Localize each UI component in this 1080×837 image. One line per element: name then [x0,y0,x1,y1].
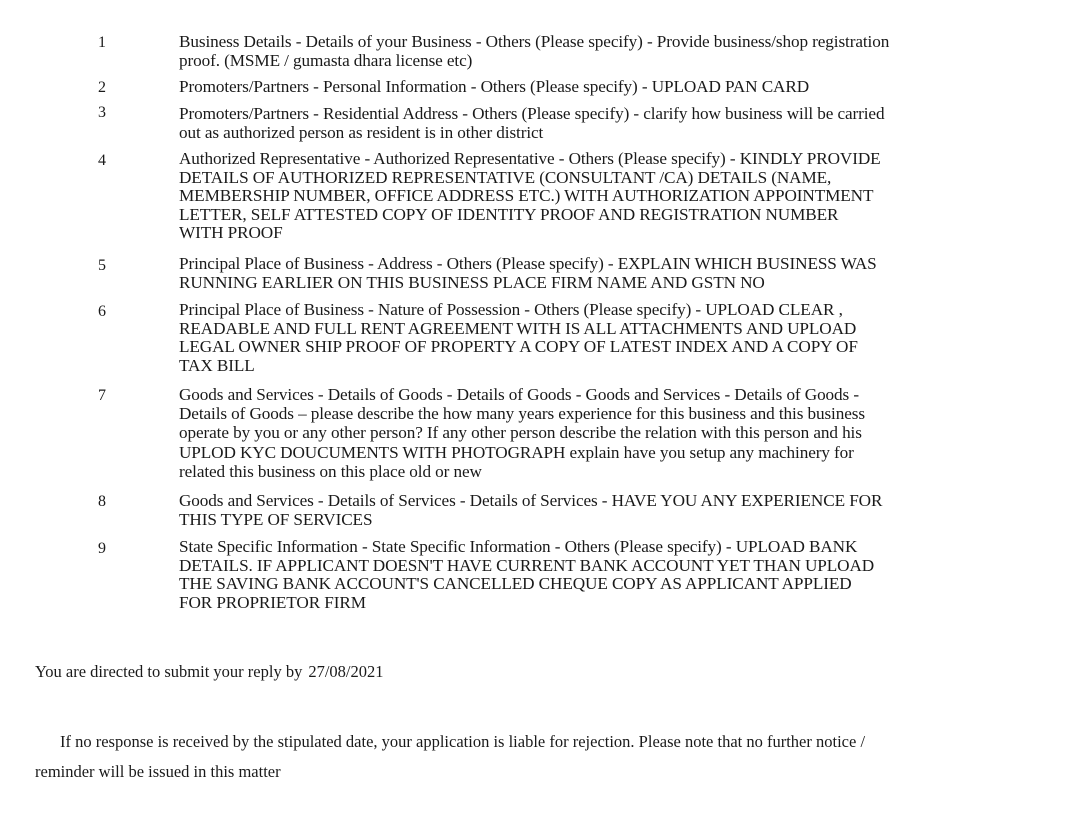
query-number: 4 [98,152,106,169]
reply-deadline-text: You are directed to submit your reply by [35,662,303,681]
query-text: Goods and Services - Details of Goods - Details of Goods - Goods and Services - Details of Goods - Details of Goods – please describe the how many years experience for this business and this business operate by you or any other person? If any other person describe the relation with this person and his UPLOD KYC DOUCUMENTS WITH PHOTOGRAPH explain have you setup any machinery for related this business on this place old or new [179,385,865,481]
query-text: Promoters/Partners - Residential Address - Others (Please specify) - clarify how business will be carried out as authorized person as resident is in other district [179,104,885,143]
query-text: Principal Place of Business - Nature of Possession - Others (Please specify) - UPLOAD CLEAR , READABLE AND FULL RENT AGREEMENT WITH IS ALL ATTACHMENTS AND UPLOAD LEGAL OWNER SHIP PROOF OF PROPERTY A COPY OF LATEST INDEX AND A COPY OF TAX BILL [179,300,858,375]
query-number: 5 [98,257,106,274]
query-text: Principal Place of Business - Address - Others (Please specify) - EXPLAIN WHICH BUSINESS WAS RUNNING EARLIER ON THIS BUSINESS PLACE FIRM NAME AND GSTN NO [179,254,877,292]
query-number: 3 [98,104,106,121]
query-number: 8 [98,493,106,510]
rejection-notice [35,727,1035,787]
query-text: Promoters/Partners - Personal Information - Others (Please specify) - UPLOAD PAN CARD [179,77,810,96]
query-number: 7 [98,387,106,404]
query-number: 2 [98,79,106,96]
reply-deadline-date: 27/08/2021 [308,662,384,681]
query-text: Goods and Services - Details of Services - Details of Services - HAVE YOU ANY EXPERIENCE FOR THIS TYPE OF SERVICES [179,491,883,530]
query-text: Authorized Representative - Authorized Representative - Others (Please specify) - KINDLY PROVIDE DETAILS OF AUTHORIZED REPRESENTATIVE (CONSULTANT /CA) DETAILS (NAME, MEMBERSHIP NUMBER, OFFICE ADDRESS ETC.) WITH AUTHORIZATION APPOINTMENT LETTER, SELF ATTESTED COPY OF IDENTITY PROOF AND REGISTRATION NUMBER WITH PROOF [179,149,881,243]
query-text: Business Details - Details of your Business - Others (Please specify) - Provide business/shop registration proof. (MSME / gumasta dhara license etc) [179,32,890,71]
query-number: 1 [98,34,106,51]
query-text: State Specific Information - State Specific Information - Others (Please specify) - UPLOAD BANK DETAILS. IF APPLICANT DOESN'T HAVE CURRENT BANK ACCOUNT YET THAN UPLOAD THE SAVING BANK ACCOUNT'S CANCELLED CHEQUE COPY AS APPLICANT APPLIED FOR PROPRIETOR FIRM [179,537,875,612]
query-number: 9 [98,540,106,557]
query-number: 6 [98,303,106,320]
reply-deadline [35,662,384,682]
rejection-notice-line-2: reminder will be issued in this matter [35,762,281,781]
rejection-notice-line-1: If no response is received by the stipulated date, your application is liable for rejection. Please note that no further notice / [60,732,866,751]
